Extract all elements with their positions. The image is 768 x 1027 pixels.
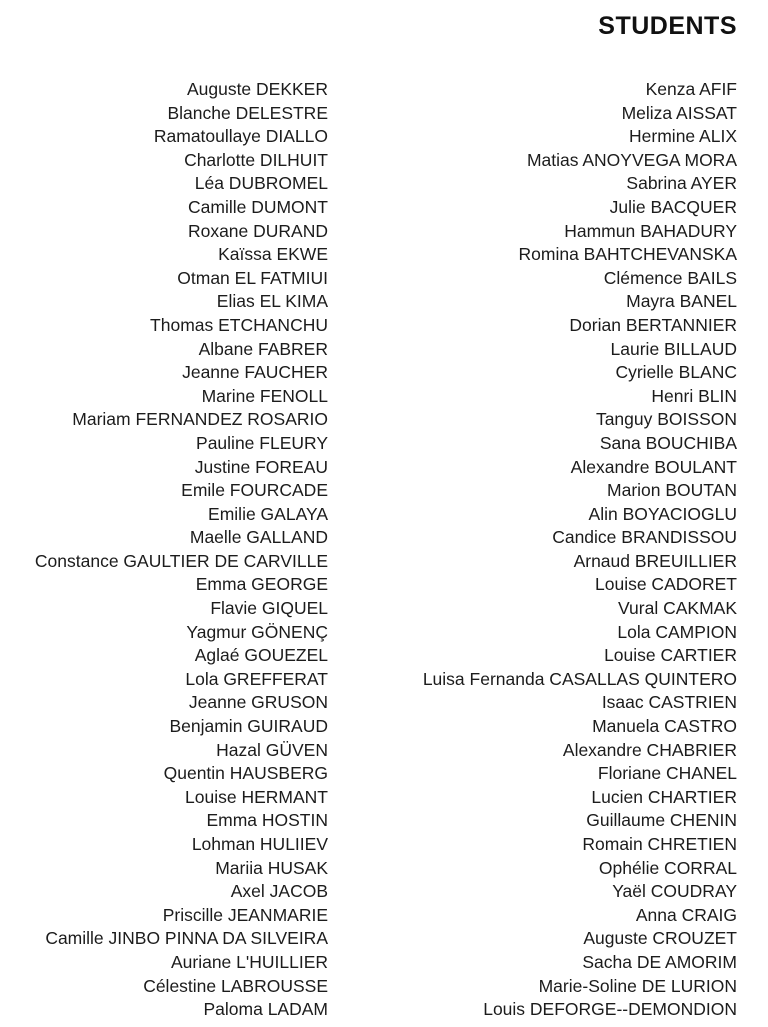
student-name: Auguste CROUZET xyxy=(583,928,737,949)
student-name: Albane FABRER xyxy=(198,338,328,359)
student-name: Elias EL KIMA xyxy=(216,291,328,312)
student-name: Cyrielle BLANC xyxy=(615,362,737,383)
student-name: Marine FENOLL xyxy=(201,385,328,406)
student-name: Justine FOREAU xyxy=(194,456,328,477)
student-name: Blanche DELESTRE xyxy=(167,102,328,123)
student-name: Jeanne FAUCHER xyxy=(182,362,328,383)
student-name: Matias ANOYVEGA MORA xyxy=(526,149,737,170)
page-title: STUDENTS xyxy=(598,12,737,40)
student-name: Lola CAMPION xyxy=(617,621,737,642)
student-name: Célestine LABROUSSE xyxy=(143,975,328,996)
student-name: Julie BACQUER xyxy=(609,196,737,217)
student-name: Auguste DEKKER xyxy=(186,79,328,99)
student-name: Léa DUBROMEL xyxy=(194,173,328,194)
student-name: Emma HOSTIN xyxy=(206,810,328,831)
student-name: Louise HERMANT xyxy=(185,786,328,807)
student-name: Hammun BAHADURY xyxy=(564,220,737,241)
student-name: Marie-Soline DE LURION xyxy=(538,975,737,996)
student-name: Tanguy BOISSON xyxy=(595,409,737,430)
student-name: Marion BOUTAN xyxy=(607,480,737,501)
student-name: Romina BAHTCHEVANSKA xyxy=(518,244,737,265)
student-name: Axel JACOB xyxy=(230,881,328,902)
student-name: Hermine ALIX xyxy=(629,126,737,147)
student-name: Hazal GÜVEN xyxy=(216,739,328,760)
student-name: Dorian BERTANNIER xyxy=(569,314,737,335)
student-list-left xyxy=(35,78,328,1022)
student-name: Arnaud BREUILLIER xyxy=(573,550,737,571)
student-name: Henri BLIN xyxy=(651,385,737,406)
student-name: Sabrina AYER xyxy=(626,173,737,194)
student-name: Kenza AFIF xyxy=(645,79,737,99)
student-name: Lola GREFFERAT xyxy=(185,668,328,689)
student-name: Meliza AISSAT xyxy=(621,102,737,123)
student-name: Candice BRANDISSOU xyxy=(552,527,737,548)
student-name: Sana BOUCHIBA xyxy=(599,432,737,453)
student-name: Alexandre BOULANT xyxy=(570,456,737,477)
student-name: Emile FOURCADE xyxy=(181,480,328,501)
student-name: Jeanne GRUSON xyxy=(188,692,328,713)
student-name: Vural CAKMAK xyxy=(618,598,737,619)
student-name: Roxane DURAND xyxy=(187,220,328,241)
student-name: Romain CHRETIEN xyxy=(582,834,737,854)
student-name: Ramatoullaye DIALLO xyxy=(153,126,328,147)
student-name: Yagmur GÖNENÇ xyxy=(186,621,328,642)
student-name: Priscille JEANMARIE xyxy=(162,904,328,925)
student-name: Camille JINBO PINNA DA SILVEIRA xyxy=(45,928,328,949)
student-name: Louise CARTIER xyxy=(604,645,737,666)
student-name: Lohman HULIIEV xyxy=(191,834,328,854)
student-name: Ophélie CORRAL xyxy=(598,857,737,878)
student-name: Benjamin GUIRAUD xyxy=(169,716,328,737)
student-name: Emma GEORGE xyxy=(195,574,328,595)
student-name: Clémence BAILS xyxy=(603,267,737,288)
student-name: Laurie BILLAUD xyxy=(610,338,737,359)
student-name: Paloma LADAM xyxy=(203,999,328,1020)
student-name: Mariia HUSAK xyxy=(215,857,328,878)
student-name: Emilie GALAYA xyxy=(208,503,328,524)
student-name: Otman EL FATMIUI xyxy=(177,267,328,288)
student-name: Sacha DE AMORIM xyxy=(582,951,737,972)
student-name: Auriane L'HUILLIER xyxy=(170,951,328,972)
student-name: Alin BOYACIOGLU xyxy=(588,503,737,524)
student-name: Maelle GALLAND xyxy=(189,527,328,548)
student-name: Yaël COUDRAY xyxy=(612,881,737,902)
student-name: Mayra BANEL xyxy=(626,291,737,312)
student-name: Mariam FERNANDEZ ROSARIO xyxy=(72,409,328,430)
student-name: Louise CADORET xyxy=(595,574,737,595)
student-name: Alexandre CHABRIER xyxy=(562,739,737,760)
student-name: Floriane CHANEL xyxy=(597,763,737,784)
student-name: Camille DUMONT xyxy=(188,196,328,217)
student-name: Manuela CASTRO xyxy=(592,716,737,737)
student-name: Lucien CHARTIER xyxy=(591,786,737,807)
student-name: Anna CRAIG xyxy=(635,904,737,925)
student-name: Isaac CASTRIEN xyxy=(601,692,737,713)
student-name: Louis DEFORGE--DEMONDION xyxy=(483,999,737,1020)
student-name: Guillaume CHENIN xyxy=(586,810,737,831)
student-name: Pauline FLEURY xyxy=(196,432,328,453)
student-name: Flavie GIQUEL xyxy=(210,598,328,619)
student-name: Aglaé GOUEZEL xyxy=(194,645,328,666)
student-name: Quentin HAUSBERG xyxy=(163,763,328,784)
student-list-right xyxy=(423,78,737,1022)
student-name: Thomas ETCHANCHU xyxy=(150,314,328,335)
student-name: Constance GAULTIER DE CARVILLE xyxy=(34,550,328,571)
student-name: Luisa Fernanda CASALLAS QUINTERO xyxy=(422,668,737,689)
student-name: Charlotte DILHUIT xyxy=(184,149,328,170)
student-name: Kaïssa EKWE xyxy=(218,244,328,265)
